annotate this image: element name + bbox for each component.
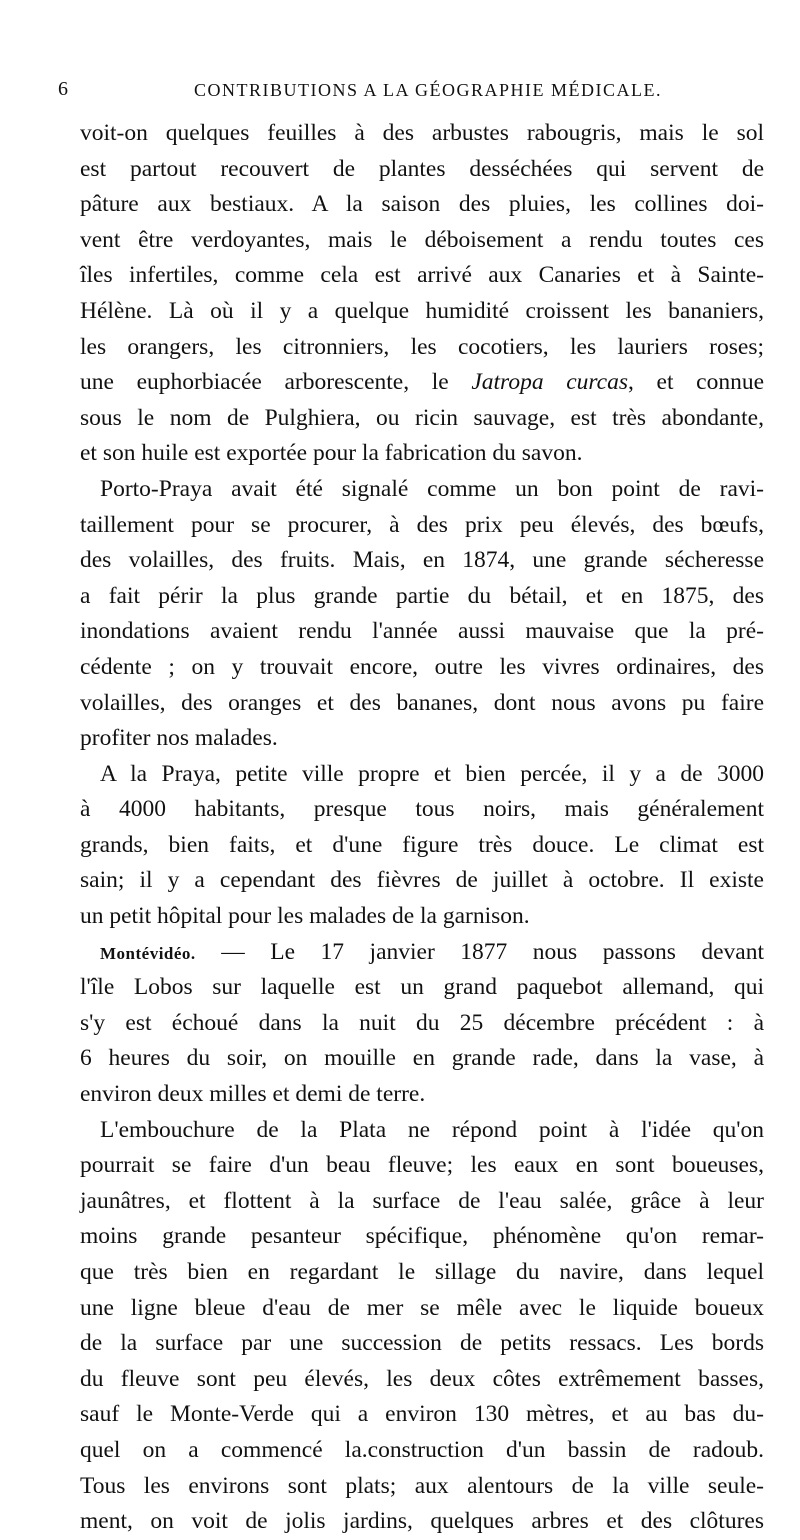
line-text: un petit hôpital pour les malades de la garnison.	[80, 903, 530, 930]
line-text: sain; il y a cependant des fièvres de juillet à octobre. Il existe	[80, 867, 764, 894]
line-text: que très bien en regardant le sillage du navire, dans lequel	[80, 1259, 764, 1285]
text-line	[80, 543, 764, 579]
line-text: des volailles, des fruits. Mais, en 1874, une grande sécheresse	[80, 547, 764, 574]
line-text: A la Praya, petite ville propre et bien percée, il y a de 3000	[100, 760, 764, 787]
line-text: à 4000 habitants, presque tous noirs, mais généralement	[80, 796, 764, 823]
line-text: L'embouchure de la Plata ne répond point à l'idée qu'on	[100, 1116, 764, 1143]
line-text: taillement pour se procurer, à des prix peu élevés, des bœufs,	[80, 511, 764, 538]
text-line	[80, 650, 764, 686]
text-line	[80, 1219, 764, 1255]
line-text: pourrait se faire d'un beau fleuve; les eaux en sont boueuses,	[80, 1152, 764, 1179]
running-head-title: CONTRIBUTIONS A LA GÉOGRAPHIE MÉDICALE.	[194, 80, 662, 100]
text-line	[80, 152, 764, 188]
text-line	[80, 401, 764, 437]
text-line	[80, 686, 764, 722]
line-text: sauf le Monte-Verde qui a environ 130 mètres, et au bas du-	[80, 1401, 764, 1428]
line-text: les orangers, les citronniers, les cocotiers, les lauriers roses;	[80, 333, 764, 360]
running-head	[58, 78, 758, 108]
line-text: l'île Lobos sur laquelle est un grand paquebot allemand, qui	[80, 974, 764, 1001]
line-text: volailles, des oranges et des bananes, dont nous avons pu faire	[80, 689, 764, 716]
line-text: 6 heures du soir, on mouille en grande rade, dans la vase, à	[80, 1045, 764, 1072]
text-line	[80, 365, 764, 401]
text-line	[80, 792, 764, 828]
line-text: ment, on voit de jolis jardins, quelques arbres et des clôtures	[80, 1508, 764, 1535]
text-line	[80, 1326, 764, 1362]
line-text: pâture aux bestiaux. A la saison des pluies, les collines doi-	[80, 191, 764, 218]
text-line	[80, 436, 764, 472]
line-text: a fait périr la plus grande partie du bétail, et en 1875, des	[80, 582, 764, 609]
text-line	[80, 472, 764, 508]
species-name-italic: Jatropa curcas	[471, 369, 629, 396]
text-line	[80, 828, 764, 864]
line-text: et son huile est exportée pour la fabrication du savon.	[80, 440, 583, 467]
text-line	[80, 508, 764, 544]
text-line	[80, 258, 764, 294]
text-line	[80, 935, 764, 971]
line-text: îles infertiles, comme cela est arrivé aux Canaries et à Sainte-	[80, 262, 764, 289]
text-line	[80, 187, 764, 223]
text-line	[80, 1291, 764, 1327]
text-line	[80, 863, 764, 899]
text-line	[80, 1504, 764, 1540]
line-text: de la surface par une succession de petits ressacs. Les bords	[80, 1330, 764, 1357]
text-line	[80, 970, 764, 1006]
text-line	[80, 1077, 764, 1113]
section-heading-montevideo: Montévidéo.	[100, 943, 196, 963]
line-text: voit-on quelques feuilles à des arbustes rabougris, mais le sol	[80, 120, 764, 146]
line-text: du fleuve sont peu élevés, les deux côtes extrêmement basses,	[80, 1365, 764, 1392]
text-line	[80, 116, 764, 152]
line-text: jaunâtres, et flottent à la surface de l'eau salée, grâce à leur	[80, 1187, 764, 1214]
text-line	[80, 1469, 764, 1505]
line-text: profiter nos malades.	[80, 725, 278, 752]
text-line	[80, 1006, 764, 1042]
text-line	[80, 294, 764, 330]
text-line	[80, 757, 764, 793]
line-text: — Le 17 janvier 1877 nous passons devant	[195, 938, 764, 965]
line-text: environ deux milles et demi de terre.	[80, 1081, 426, 1108]
text-line	[80, 1113, 764, 1149]
line-text: une euphorbiacée arborescente, le	[80, 369, 472, 396]
text-line	[80, 1041, 764, 1077]
text-line	[80, 1255, 764, 1291]
line-text: moins grande pesanteur spécifique, phénomène qu'on remar-	[80, 1223, 764, 1250]
text-line	[80, 899, 764, 935]
body-text	[80, 116, 764, 1540]
line-text: Hélène. Là où il y a quelque humidité croissent les bananiers,	[80, 297, 764, 324]
text-line	[80, 1362, 764, 1398]
line-text: inondations avaient rendu l'année aussi mauvaise que la pré-	[80, 618, 764, 645]
line-text: s'y est échoué dans la nuit du 25 décembre précédent : à	[80, 1009, 764, 1036]
line-text: est partout recouvert de plantes desséchées qui servent de	[80, 155, 764, 182]
line-text: sous le nom de Pulghiera, ou ricin sauvage, est très abondante,	[80, 404, 764, 431]
line-text: Tous les environs sont plats; aux alentours de la ville seule-	[80, 1472, 764, 1499]
line-text: cédente ; on y trouvait encore, outre les vivres ordinaires, des	[80, 653, 764, 680]
line-text: vent être verdoyantes, mais le déboisement a rendu toutes ces	[80, 226, 764, 253]
text-line	[80, 1433, 764, 1469]
text-line	[80, 579, 764, 615]
line-text: une ligne bleue d'eau de mer se mêle avec le liquide boueux	[80, 1294, 764, 1321]
line-text: grands, bien faits, et d'une figure très douce. Le climat est	[80, 831, 764, 858]
line-text: Porto-Praya avait été signalé comme un bon point de ravi-	[100, 475, 764, 502]
line-text: quel on a commencé la.construction d'un bassin de radoub.	[80, 1436, 764, 1463]
text-line	[80, 1148, 764, 1184]
text-line	[80, 721, 764, 757]
page-number: 6	[58, 78, 69, 100]
text-line	[80, 223, 764, 259]
text-line	[80, 1184, 764, 1220]
line-text: , et connue	[628, 369, 765, 396]
text-line	[80, 330, 764, 366]
text-line	[80, 614, 764, 650]
